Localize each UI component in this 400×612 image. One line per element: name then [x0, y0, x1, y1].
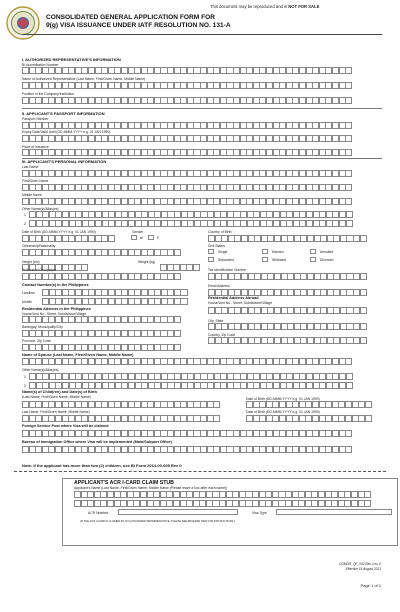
input-box[interactable]	[345, 170, 352, 177]
stub-name-row1[interactable]	[74, 491, 371, 498]
input-box[interactable]	[346, 373, 353, 380]
country-boxes[interactable]	[208, 337, 366, 344]
spouse-heading: Name of Spouse (Last Name, First/Given Name, Middle Name)	[22, 353, 134, 357]
mobile-label: Mobile	[22, 300, 32, 304]
section1-heading: I. AUTHORIZED REPRESENTATIVE'S INFORMATION	[22, 57, 121, 62]
married-label: Married	[272, 250, 284, 254]
place-issuance-boxes[interactable]	[22, 149, 352, 156]
separated-checkbox[interactable]	[208, 257, 214, 262]
child2-name-label: Last Name, First/Given Name, Middle Name)	[22, 410, 90, 414]
child1-dob-boxes[interactable]	[246, 401, 371, 408]
mobile-boxes[interactable]	[42, 298, 187, 305]
form-title-line1: CONSOLIDATED GENERAL APPLICATION FORM FOR	[46, 14, 215, 21]
input-box[interactable]	[174, 316, 181, 323]
child2-name-boxes[interactable]	[22, 415, 220, 422]
input-box[interactable]	[345, 149, 352, 156]
input-box[interactable]	[345, 82, 352, 89]
alias-1-number: 1	[24, 213, 26, 217]
expiry-boxes[interactable]	[22, 135, 352, 142]
child1-dob-label: Date of Birth (DD-MMM-YYYY e.g. 01 JAN 1990)	[246, 397, 320, 401]
spouse-alias-2-number: 2	[24, 384, 26, 388]
input-box[interactable]	[174, 249, 181, 256]
page-number: Page 1 of 2	[360, 583, 381, 588]
res-ph-boxes[interactable]	[22, 316, 180, 323]
rep-name-label: Name of Authorized Representative (Last Name, First/Given Name, Middle Name)	[22, 77, 146, 81]
notice-bold: NOT FOR SALE	[288, 4, 320, 9]
stub-name-row2[interactable]	[74, 500, 371, 507]
email-boxes[interactable]	[208, 289, 366, 296]
divider	[22, 108, 382, 109]
civil-status-label: Civil Status	[208, 244, 225, 248]
visa-type-label: Visa Type	[252, 511, 267, 515]
acr-label: ACR Number	[88, 511, 109, 515]
landline-boxes[interactable]	[42, 289, 187, 296]
position-label: Position in the Company/Institution	[22, 92, 75, 96]
input-box[interactable]	[345, 446, 352, 453]
middle-name-boxes[interactable]	[22, 198, 352, 205]
profession-boxes[interactable]	[22, 273, 180, 280]
citizenship-label: Citizenship/Nationality	[22, 244, 56, 248]
spouse-alias-1-number: 1	[24, 375, 26, 379]
barangay-boxes[interactable]	[22, 330, 180, 337]
gender-m-checkbox[interactable]	[131, 235, 137, 240]
visa-type-input[interactable]	[276, 509, 392, 515]
divorced-label: Divorced	[320, 258, 334, 262]
height-label: Height (cm)	[22, 260, 40, 264]
input-box[interactable]	[346, 220, 353, 227]
input-box[interactable]	[365, 415, 372, 422]
gender-label: Gender	[132, 230, 144, 234]
input-box[interactable]	[345, 358, 352, 365]
input-box[interactable]	[193, 264, 200, 271]
input-box[interactable]	[345, 135, 352, 142]
first-name-label: First/Given Name	[22, 179, 49, 183]
input-box[interactable]	[346, 211, 353, 218]
spouse-boxes[interactable]	[22, 358, 352, 365]
input-box[interactable]	[180, 298, 187, 305]
alias-2-number: 2	[24, 222, 26, 226]
input-box[interactable]	[360, 323, 367, 330]
cob-boxes[interactable]	[208, 235, 366, 242]
dob-boxes[interactable]	[22, 235, 114, 242]
province-label: Province, Zip Code	[22, 339, 51, 343]
input-box[interactable]	[174, 344, 181, 351]
title-divider	[22, 34, 382, 35]
weight-label: Weight (kg)	[138, 260, 156, 264]
province-boxes[interactable]	[22, 344, 180, 351]
city-boxes[interactable]	[208, 323, 366, 330]
annulled-checkbox[interactable]	[310, 249, 316, 254]
reproduction-notice	[210, 4, 319, 9]
input-box[interactable]	[360, 289, 367, 296]
expiry-label: Expiry Date/Valid Until (DD-MMM-YYYY e.g. 01 JAN 1990)	[22, 130, 111, 134]
input-box[interactable]	[213, 415, 220, 422]
effective-date: Effective 19 August 2021	[345, 567, 381, 571]
passport-boxes[interactable]	[22, 122, 352, 129]
input-box[interactable]	[345, 122, 352, 129]
foreign-post-boxes[interactable]	[22, 430, 352, 437]
child1-name-boxes[interactable]	[22, 401, 220, 408]
country-label: Country, Zip Code	[208, 333, 236, 337]
input-box[interactable]	[345, 430, 352, 437]
middle-name-label: Middle Name	[22, 193, 42, 197]
input-box[interactable]	[180, 289, 187, 296]
section2-heading: II. APPLICANT'S PASSPORT INFORMATION	[22, 111, 105, 116]
widowed-label: Widowed	[272, 258, 286, 262]
input-box[interactable]	[346, 382, 353, 389]
tin-boxes[interactable]	[208, 273, 366, 280]
separated-label: Separated	[218, 258, 234, 262]
input-box[interactable]	[360, 337, 367, 344]
tin-label: Tax Identification Number	[208, 268, 247, 272]
section3-heading: III. APPLICANT'S PERSONAL INFORMATION	[22, 159, 107, 164]
stub-name-label: Applicant's Name (Last Name, First/Given Name, Middle Name (Please leave a box after each name))	[74, 486, 228, 490]
spouse-alias-label: Other Name(s)/Alias(es)	[22, 368, 59, 372]
form-code: CGMDR_QF_002 Rev. Lev. 0	[339, 562, 381, 566]
weight-boxes[interactable]	[160, 264, 200, 271]
children-note: Note: If the applicant has more than two (2) children, use BI Form 2014-00-005 Rev 0	[22, 463, 182, 468]
accreditation-boxes[interactable]	[22, 67, 352, 74]
place-issuance-label: Place of Issuance	[22, 145, 49, 149]
cob-label: Country of Birth	[208, 230, 232, 234]
input-box[interactable]	[345, 97, 352, 104]
res-abroad-sub: House/Unit No., Street, Subdivision/Village	[208, 301, 273, 305]
alias-2-boxes[interactable]	[29, 220, 352, 227]
input-box[interactable]	[108, 235, 115, 242]
input-box[interactable]	[365, 401, 372, 408]
input-box[interactable]	[345, 184, 352, 191]
spouse-alias-1-boxes[interactable]	[29, 373, 352, 380]
last-name-label: Last Name	[22, 165, 39, 169]
input-box[interactable]	[360, 235, 367, 242]
citizenship-boxes[interactable]	[22, 249, 180, 256]
form-title-line2: 9(g) VISA ISSUANCE UNDER IATF RESOLUTION NO. 131-A	[46, 22, 231, 29]
gender-f-checkbox[interactable]	[148, 235, 154, 240]
input-box[interactable]	[360, 273, 367, 280]
acr-input[interactable]	[118, 509, 238, 515]
passport-label: Passport Number	[22, 117, 49, 121]
email-label: Email Address	[208, 284, 230, 288]
alias-1-boxes[interactable]	[29, 211, 352, 218]
divorced-checkbox[interactable]	[310, 257, 316, 262]
input-box[interactable]	[174, 273, 181, 280]
res-abroad-heading: Residential Address Abroad	[208, 296, 259, 300]
single-label: Single	[218, 250, 228, 254]
cut-line	[14, 471, 386, 472]
input-box[interactable]	[345, 198, 352, 205]
stub-title: APPLICANT'S ACR I-CARD CLAIM STUB	[74, 480, 174, 486]
children-sub: (Last Name, First/Given Name, Middle Name)	[22, 395, 91, 399]
gender-f-label: F	[157, 236, 160, 240]
widowed-checkbox[interactable]	[262, 257, 268, 262]
input-box[interactable]	[81, 264, 88, 271]
bi-office-boxes[interactable]	[22, 446, 352, 453]
res-ph-heading: Residential Address in the Philippines	[22, 307, 91, 311]
single-checkbox[interactable]	[208, 249, 214, 254]
stub-footnote: (IF THE ACR I-CARD IS CLAIMED BY AN AUTHORIZED REPRESENTATIVE, PLEASE SEE REVERSE SIDE FOR INSTRUCTIONS.)	[80, 520, 235, 523]
position-boxes[interactable]	[22, 97, 352, 104]
child2-dob-boxes[interactable]	[246, 415, 371, 422]
input-box[interactable]	[213, 401, 220, 408]
aliases-label: Other Name(s)/Alias(es)	[22, 207, 59, 211]
input-box[interactable]	[364, 500, 371, 507]
city-label: City, State	[208, 319, 224, 323]
barangay-label: Barangay, Municipality/City	[22, 325, 63, 329]
notice-text: This document may be reproduced and is	[210, 4, 288, 9]
gender-m-label: M	[140, 236, 143, 240]
input-box[interactable]	[345, 67, 352, 74]
accreditation-label: BI Accreditation Number	[22, 63, 59, 67]
contact-heading: Contact Number(s) in the Philippines	[22, 283, 89, 287]
landline-label: Landline	[22, 291, 35, 295]
spouse-alias-2-boxes[interactable]	[29, 382, 352, 389]
married-checkbox[interactable]	[262, 249, 268, 254]
child2-dob-label: Date of Birth (DD-MMM-YYYY e.g. 01 JAN 1990)	[246, 410, 320, 414]
annulled-label: Annulled	[320, 250, 334, 254]
profession-label: Profession/Occupation	[22, 268, 57, 272]
children-heading: Name(s) of Child(ren) and Date(s) of Birth	[22, 390, 97, 394]
bi-office-heading: Bureau of Immigration Office where Visa will be implemented (Main/Subport Office)	[22, 440, 172, 444]
input-box[interactable]	[174, 330, 181, 337]
foreign-post-heading: Foreign Service Post where Visa will be claimed	[22, 424, 109, 428]
input-box[interactable]	[360, 307, 367, 314]
rep-name-boxes[interactable]	[22, 82, 352, 89]
res-abroad-boxes[interactable]	[208, 307, 366, 314]
res-ph-sub: House/Unit No., Street, Subdivision/Village	[22, 312, 87, 316]
last-name-boxes[interactable]	[22, 170, 352, 177]
input-box[interactable]	[364, 491, 371, 498]
dob-label: Date of Birth (DD-MMM-YYYY e.g. 01 JAN 1990)	[22, 230, 96, 234]
first-name-boxes[interactable]	[22, 184, 352, 191]
